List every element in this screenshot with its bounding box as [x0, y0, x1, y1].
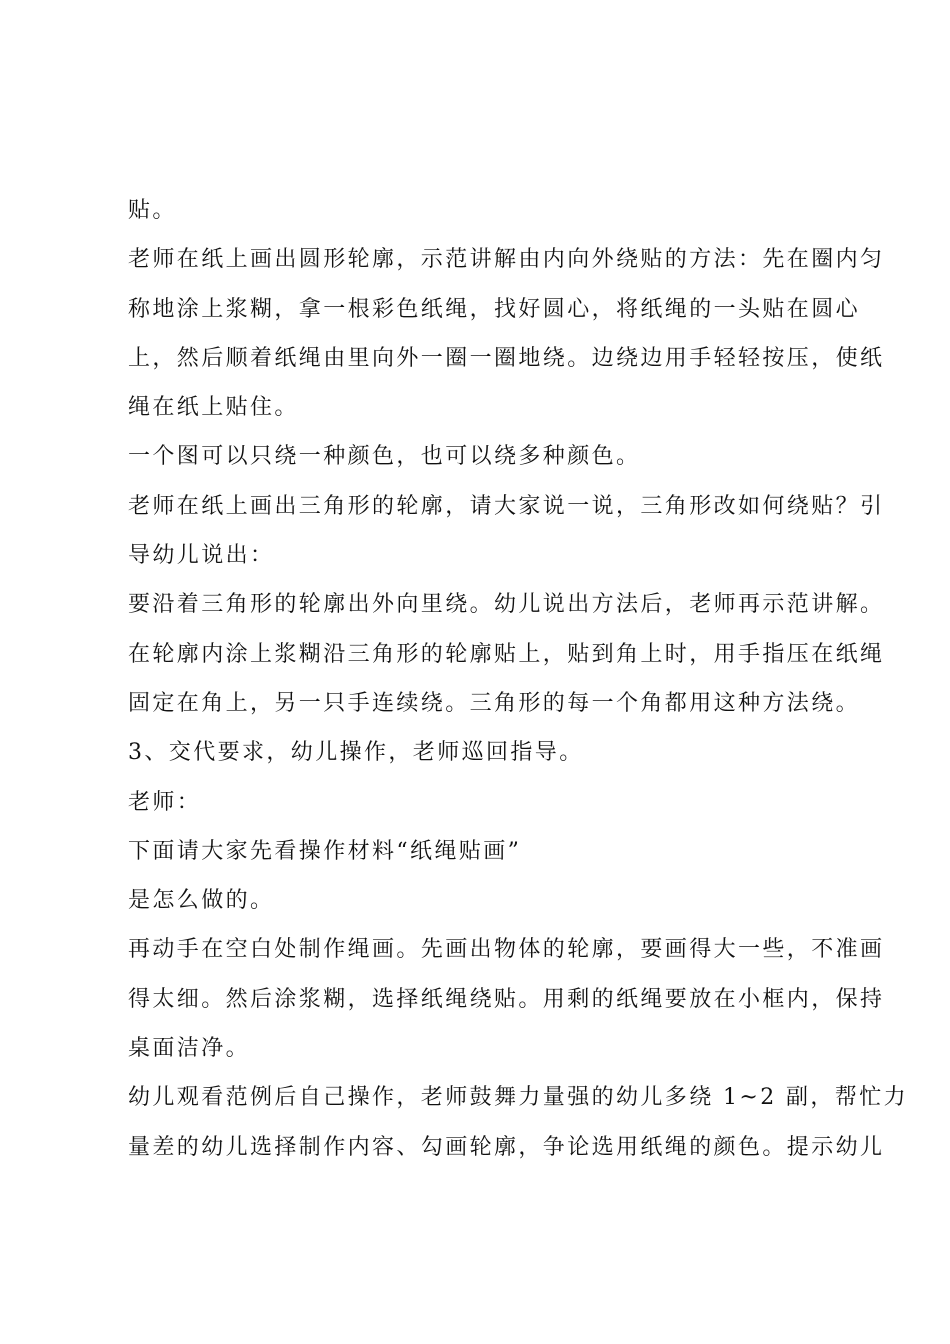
text-line: 老师在纸上画出圆形轮廓，示范讲解由内向外绕贴的方法：先在圈内匀	[128, 247, 885, 273]
text-line: 老师：	[128, 789, 202, 815]
text-line: 是怎么做的。	[128, 888, 275, 914]
text-line: 桌面洁净。	[128, 1036, 251, 1062]
text-line: 再动手在空白处制作绳画。先画出物体的轮廓，要画得大一些，不准画	[128, 937, 885, 963]
text-line: 固定在角上，另一只手连续绕。三角形的每一个角都用这种方法绕。	[128, 690, 861, 716]
document-page	[128, 186, 909, 1172]
text-line: 幼儿观看范例后自己操作，老师鼓舞力量强的幼儿多绕 1~2 副，帮忙力	[128, 1085, 909, 1111]
text-line: 下面请大家先看操作材料“纸绳贴画”	[128, 838, 522, 864]
text-line: 导幼儿说出：	[128, 543, 275, 569]
text-line: 老师在纸上画出三角形的轮廓，请大家说一说，三角形改如何绕贴？引	[128, 493, 885, 519]
text-line: 绳在纸上贴住。	[128, 395, 299, 421]
text-line: 3、交代要求，幼儿操作，老师巡回指导。	[128, 740, 584, 766]
text-line: 上，然后顺着纸绳由里向外一圈一圈地绕。边绕边用手轻轻按压，使纸	[128, 345, 885, 371]
text-line: 在轮廓内涂上浆糊沿三角形的轮廓贴上，贴到角上时，用手指压在纸绳	[128, 641, 885, 667]
text-line: 称地涂上浆糊，拿一根彩色纸绳，找好圆心，将纸绳的一头贴在圆心	[128, 296, 861, 322]
text-line: 贴。	[128, 198, 177, 223]
text-line: 得太细。然后涂浆糊，选择纸绳绕贴。用剩的纸绳要放在小框内，保持	[128, 986, 885, 1012]
text-line: 量差的幼儿选择制作内容、勾画轮廓，争论选用纸绳的颜色。提示幼儿	[128, 1134, 885, 1160]
text-line: 要沿着三角形的轮廓出外向里绕。幼儿说出方法后，老师再示范讲解。	[128, 592, 885, 618]
text-line: 一个图可以只绕一种颜色，也可以绕多种颜色。	[128, 444, 641, 470]
